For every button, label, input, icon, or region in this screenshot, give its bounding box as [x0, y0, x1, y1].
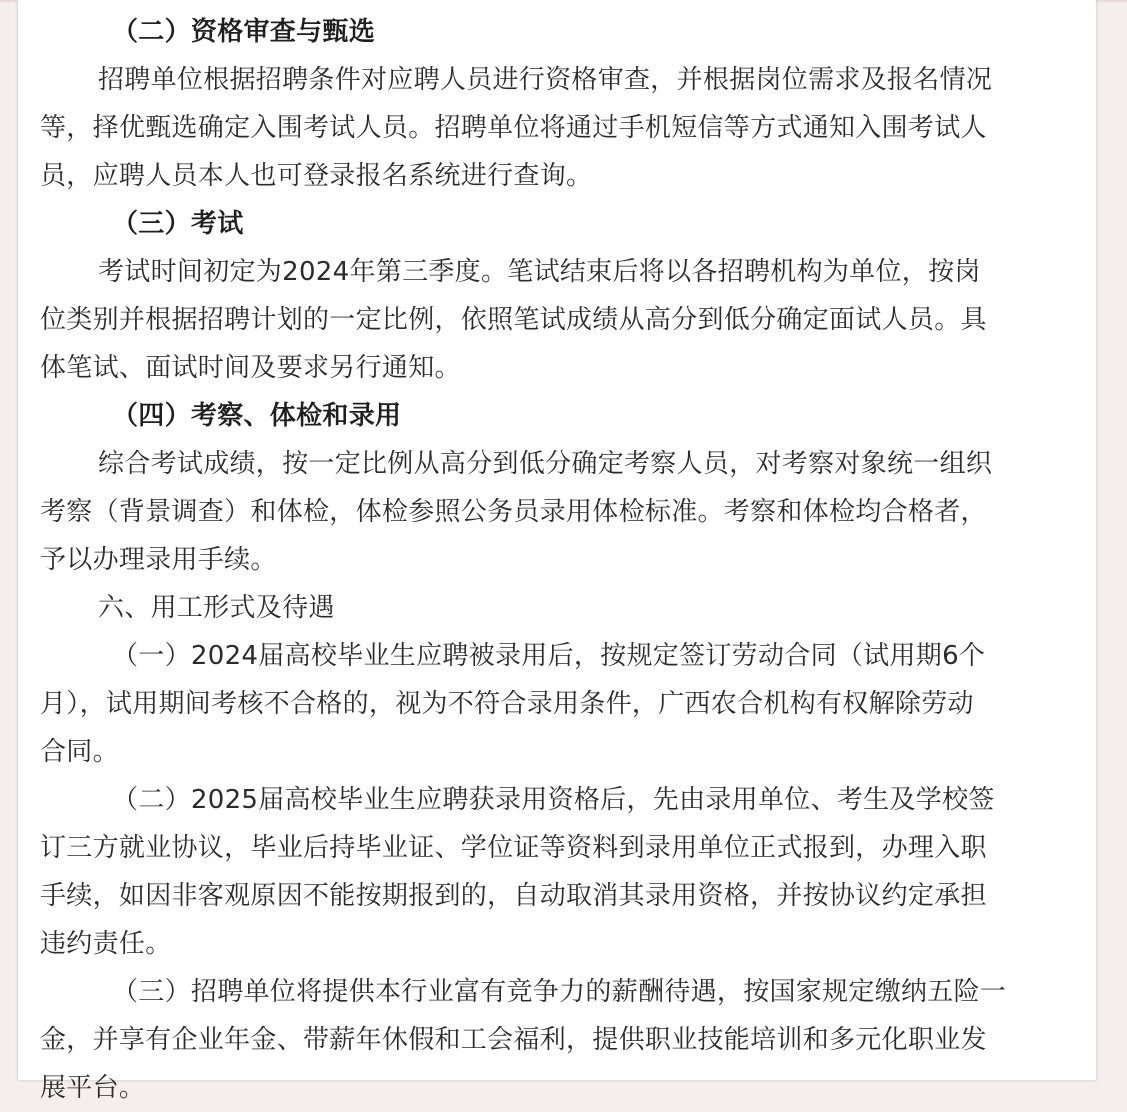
paragraph-line: 招聘单位根据招聘条件对应聘人员进行资格审查，并根据岗位需求及报名情况: [98, 65, 993, 95]
paragraph-line: 综合考试成绩，按一定比例从高分到低分确定考察人员，对考察对象统一组织: [98, 449, 993, 479]
section-heading: （四）考察、体检和录用: [112, 401, 402, 431]
paragraph-line: 员，应聘人员本人也可登录报名系统进行查询。: [40, 161, 593, 191]
paragraph-line: 予以办理录用手续。: [40, 545, 277, 575]
paragraph-line: 金，并享有企业年金、带薪年休假和工会福利，提供职业技能培训和多元化职业发: [40, 1025, 987, 1055]
paragraph-line: 位类别并根据招聘计划的一定比例，依照笔试成绩从高分到低分确定面试人员。具: [40, 305, 987, 335]
paragraph-line: 合同。: [40, 737, 119, 767]
paragraph-line: （二）2025届高校毕业生应聘获录用资格后，先由录用单位、考生及学校签: [112, 785, 995, 815]
paragraph-line: 考试时间初定为2024年第三季度。笔试结束后将以各招聘机构为单位，按岗: [98, 257, 981, 287]
paragraph-line: 月），试用期间考核不合格的，视为不符合录用条件，广西农合机构有权解除劳动: [40, 689, 974, 719]
paragraph-line: 订三方就业协议，毕业后持毕业证、学位证等资料到录用单位正式报到，办理入职: [40, 833, 987, 863]
document-page: [18, 0, 1096, 1103]
paragraph-line: （三）招聘单位将提供本行业富有竞争力的薪酬待遇，按国家规定缴纳五险一: [112, 977, 1007, 1007]
section-heading: （三）考试: [112, 209, 244, 239]
paragraph-line: 等，择优甄选确定入围考试人员。招聘单位将通过手机短信等方式通知入围考试人: [40, 113, 987, 143]
paragraph-line: 手续，如因非客观原因不能按期报到的，自动取消其录用资格，并按协议约定承担: [40, 881, 987, 911]
chapter-heading: 六、用工形式及待遇: [98, 593, 335, 623]
paragraph-line: 体笔试、面试时间及要求另行通知。: [40, 353, 461, 383]
section-heading: （二）资格审查与甄选: [112, 17, 376, 47]
paragraph-line: 展平台。: [40, 1073, 146, 1103]
paragraph-line: （一）2024届高校毕业生应聘被录用后，按规定签订劳动合同（试用期6个: [112, 641, 986, 671]
document-body: [40, 8, 1080, 1112]
paragraph-line: 考察（背景调查）和体检，体检参照公务员录用体检标准。考察和体检均合格者，: [40, 497, 987, 527]
paragraph-line: 违约责任。: [40, 929, 172, 959]
